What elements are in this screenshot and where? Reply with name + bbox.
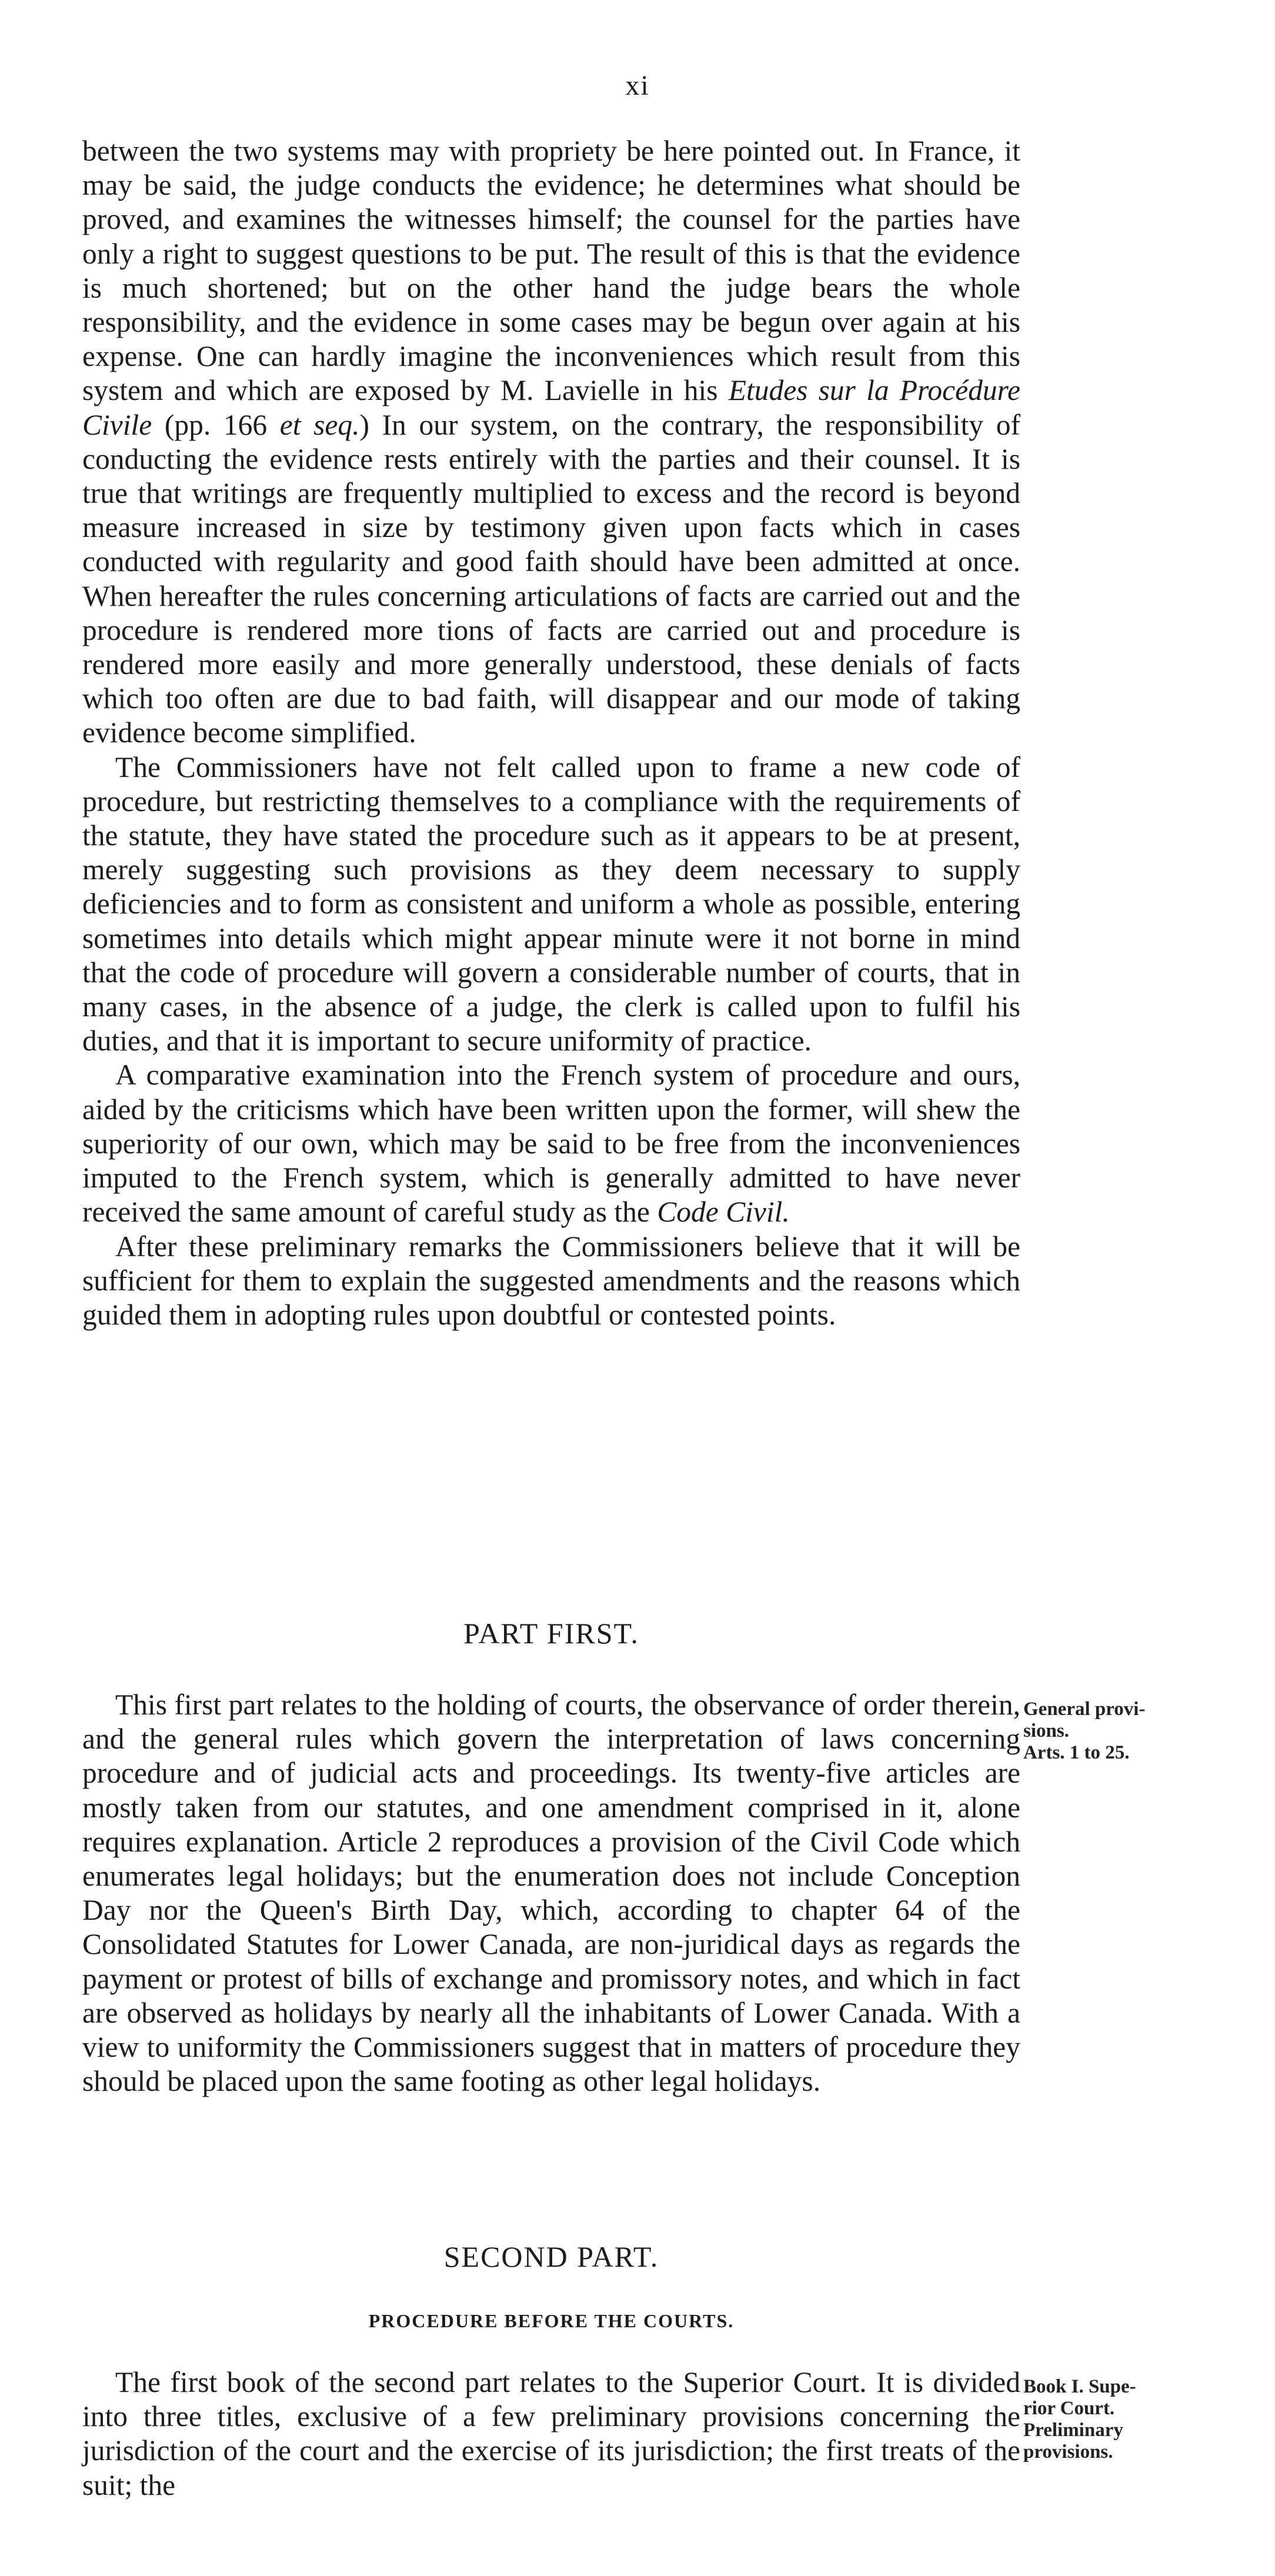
second-part-heading: SECOND PART.: [443, 2240, 659, 2273]
code-civil-italic: Code Civil.: [657, 1196, 790, 1229]
second-part-text: [82, 2365, 1020, 2502]
part-first-text: [82, 1688, 1020, 2098]
second-part-margin-note: [1023, 2376, 1200, 2463]
second-part-paragraph: The first book of the second part relates to the Superior Court. It is divided into three titles, exclusive of a few preliminary provisions concerning the jurisdiction of the court and the exercise of its jurisdiction; the first treats of the suit; the: [82, 2366, 1020, 2501]
intro-paragraph-1: [82, 134, 1020, 750]
part-first-heading: PART FIRST.: [463, 1617, 639, 1650]
intro-p1-text-c: ) In our system, on the contrary, the responsibility of conducting the evidence rests entirely with the parties and their counsel. It is true that writings are frequently multiplied to excess and the record is beyond measure increased in size by testimony given upon facts which in cases conducted with regularity and good faith should have been admitted at once. When hereafter the rules concerning articulations of facts are carried out and the procedure is rendered more tions of facts are carried out and procedure is rendered more easily and more generally understood, these denials of facts which too often are due to bad faith, will disappear and our mode of taking evidence become simplified.: [82, 408, 1020, 749]
margin-note-line: rior Court.: [1023, 2398, 1115, 2419]
intro-p1-text-b: (pp. 166: [152, 408, 280, 441]
intro-p3-text: A comparative examination into the French system of procedure and ours, aided by the criticisms which have been written upon the former, will shew the superiority of our own, which may be said to be free from the inconveniences imputed to the French system, which is generally admitted to have never received the same amount of careful study as the: [82, 1059, 1020, 1229]
margin-note-line: provisions.: [1023, 2441, 1113, 2462]
intro-paragraph-4: After these preliminary remarks the Commissioners believe that it will be sufficient for them to explain the suggested amendments and the reasons which guided them in adopting rules upon doubtful or contested points.: [82, 1230, 1020, 1331]
book-title-italic: Etudes sur la Procédure Civile: [82, 374, 1020, 441]
part-first-margin-note: [1023, 1699, 1200, 1764]
page-number: xi: [625, 70, 650, 101]
intro-paragraph-3: [82, 1058, 1020, 1229]
intro-paragraph-2: The Commissioners have not felt called upon to frame a new code of procedure, but restricting themselves to a compliance with the requirements of the statute, they have stated the procedure such as it appears to be at present, merely suggesting such provisions as they deem necessary to supply deficiencies and to form as consistent and uniform a whole as possible, entering sometimes into details which might appear minute were it not borne in mind that the code of procedure will govern a considerable number of courts, that in many cases, in the absence of a judge, the clerk is called upon to fulfil his duties, and that it is important to secure uniformity of practice.: [82, 750, 1020, 1057]
et-seq-italic: et seq.: [279, 408, 360, 441]
intro-p1-text-a: between the two systems may with propriety be here pointed out. In France, it may be said, the judge conducts the evidence; he determines what should be proved, and examines the witnesses himself; the counsel for the parties have only a right to suggest questions to be put. The result of this is that the evidence is much shortened; but on the other hand the judge bears the whole responsibility, and the evidence in some cases may be begun over again at his expense. One can hardly imagine the inconveniences which result from this system and which are exposed by M. Lavielle in his: [82, 135, 1020, 407]
margin-note-line: General provi-: [1023, 1699, 1146, 1720]
margin-note-line: Preliminary: [1023, 2420, 1123, 2441]
margin-note-line: Arts. 1 to 25.: [1023, 1742, 1130, 1763]
margin-note-line: sions.: [1023, 1720, 1069, 1741]
part-first-paragraph: This first part relates to the holding of courts, the observance of order therein, and the general rules which govern the interpretation of laws concerning procedure and of judicial acts and proceedings. Its twenty-five articles are mostly taken from our statutes, and one amendment comprised in it, alone requires explanation. Article 2 reproduces a provision of the Civil Code which enumerates legal holidays; but the enumeration does not include Conception Day nor the Queen's Birth Day, which, according to chapter 64 of the Consolidated Statutes for Lower Canada, are non-juridical days as regards the payment or protest of bills of exchange and promissory notes, and which in fact are observed as holidays by nearly all the inhabitants of Lower Canada. With a view to uniformity the Commissioners suggest that in matters of procedure they should be placed upon the same footing as other legal holidays.: [82, 1689, 1020, 2098]
margin-note-line: Book I. Supe-: [1023, 2376, 1136, 2397]
second-part-subheading: PROCEDURE BEFORE THE COURTS.: [368, 2310, 735, 2331]
intro-text: [82, 134, 1020, 1332]
